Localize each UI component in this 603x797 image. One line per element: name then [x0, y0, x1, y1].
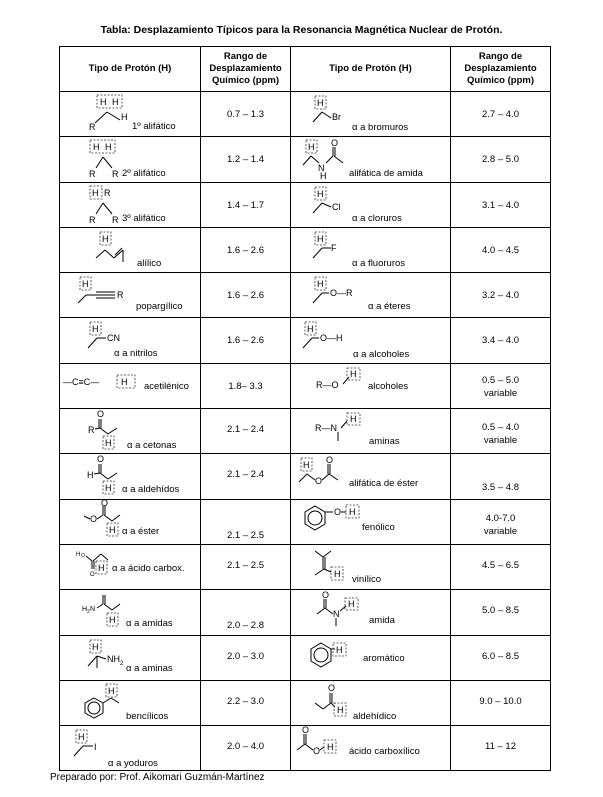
- header-proton-type-right: Tipo de Protón (H): [291, 47, 451, 92]
- svg-text:H: H: [317, 188, 324, 199]
- svg-text:R: R: [112, 169, 119, 180]
- svg-text:H: H: [308, 142, 315, 153]
- svg-text:H: H: [121, 112, 128, 122]
- structure-carboxylic-acid: [291, 726, 451, 771]
- svg-text:H: H: [100, 97, 107, 107]
- right-range: 11 – 12: [451, 726, 551, 771]
- svg-text:H: H: [105, 142, 112, 153]
- left-range: 0.7 – 1.3: [201, 92, 291, 137]
- svg-text:H: H: [334, 568, 341, 579]
- svg-text:H: H: [82, 279, 89, 290]
- svg-text:I: I: [94, 742, 97, 753]
- svg-text:H: H: [317, 279, 324, 290]
- svg-text:O: O: [328, 682, 336, 693]
- svg-text:R—O: R—O: [316, 379, 339, 390]
- svg-text:N: N: [318, 163, 325, 174]
- right-range: 6.0 – 8.5: [451, 635, 551, 680]
- svg-text:O: O: [326, 455, 334, 466]
- svg-text:O: O: [331, 138, 339, 149]
- svg-text:O: O: [90, 571, 95, 578]
- structure-alpha-carboxylic-acid: [60, 544, 201, 589]
- right-range: 3.5 – 4.8: [451, 454, 551, 499]
- structure-amide: [291, 590, 451, 635]
- svg-text:H: H: [307, 324, 314, 335]
- table-row: [60, 273, 551, 318]
- svg-text:R: R: [117, 290, 124, 301]
- svg-text:R—N: R—N: [315, 423, 337, 434]
- table-title: Tabla: Desplazamiento Típicos para la Resonancia Magnética Nuclear de Protón.: [100, 24, 503, 36]
- svg-text:H: H: [303, 460, 310, 471]
- structure-secondary-aliphatic: [60, 137, 201, 182]
- left-range: 2.1 – 2.5: [201, 544, 291, 589]
- left-label: alílico: [137, 257, 162, 269]
- structure-vinylic: [291, 544, 451, 589]
- svg-text:NH: NH: [107, 653, 120, 664]
- right-label: α a alcoholes: [353, 349, 410, 361]
- svg-text:O: O: [81, 552, 85, 559]
- structure-alpha-alcohol: [291, 318, 451, 363]
- svg-text:H: H: [349, 506, 356, 517]
- right-range: 2.7 – 4.0: [451, 92, 551, 137]
- svg-text:H: H: [320, 171, 327, 182]
- svg-text:H: H: [92, 641, 99, 652]
- structure-alpha-nitrile: [60, 318, 201, 363]
- structure-alpha-fluoride: [291, 227, 451, 272]
- right-label: alifática de amida: [349, 168, 423, 180]
- left-range: 2.1 – 2.4: [201, 409, 291, 454]
- right-label: α a bromuros: [352, 122, 409, 133]
- svg-text:2: 2: [120, 660, 124, 667]
- table-row: [60, 137, 551, 182]
- svg-text:N: N: [90, 606, 96, 614]
- right-range: 0.5 – 5.0 variable: [451, 363, 551, 408]
- left-label: α a aldehídos: [122, 484, 180, 496]
- left-label: popargílico: [136, 301, 183, 313]
- svg-text:H: H: [82, 606, 88, 614]
- left-range: 1.4 – 1.7: [201, 182, 291, 227]
- svg-text:H: H: [317, 98, 324, 108]
- svg-text:H: H: [109, 615, 116, 626]
- svg-text:O: O: [315, 476, 323, 487]
- svg-text:H: H: [92, 324, 99, 335]
- right-range: 5.0 – 8.5: [451, 590, 551, 635]
- right-label: alifática de éster: [349, 478, 419, 490]
- svg-text:H: H: [78, 732, 85, 743]
- left-range: 1.6 – 2.6: [201, 273, 291, 318]
- table-row: [60, 92, 551, 137]
- table-row: [60, 363, 551, 408]
- right-range: 4.0 – 4.5: [451, 227, 551, 272]
- left-label: 2º alifático: [122, 168, 166, 180]
- svg-text:O: O: [313, 746, 321, 757]
- left-label: α a aminas: [126, 662, 173, 674]
- structure-tertiary-aliphatic: [60, 182, 201, 227]
- structure-ester-aliphatic: [291, 454, 451, 499]
- left-range: 1.6 – 2.6: [201, 227, 291, 272]
- table-row: [60, 544, 551, 589]
- svg-text:R: R: [89, 122, 96, 132]
- table-row: [60, 182, 551, 227]
- structure-alpha-chloride: [291, 182, 451, 227]
- svg-text:R: R: [112, 214, 119, 225]
- table-row: [60, 635, 551, 680]
- table-row: [60, 409, 551, 454]
- footer-credit: Preparado por: Prof. Aikomari Guzmán-Martínez: [50, 772, 265, 783]
- left-range: 1.8– 3.3: [201, 363, 291, 408]
- right-label: fenólico: [362, 521, 395, 533]
- svg-text:O: O: [302, 726, 310, 736]
- svg-text:O: O: [334, 506, 342, 517]
- svg-text:F: F: [331, 242, 337, 253]
- right-range: 3.2 – 4.0: [451, 273, 551, 318]
- structure-alpha-amine: [60, 635, 201, 680]
- structure-amide-aliphatic: [291, 137, 451, 182]
- structure-aldehydic: [291, 680, 451, 725]
- structure-alpha-iodide: [60, 726, 201, 771]
- table-row: [60, 680, 551, 725]
- left-range: 1.6 – 2.6: [201, 318, 291, 363]
- svg-text:R: R: [89, 214, 96, 225]
- right-range: 0.5 – 4.0 variable: [451, 409, 551, 454]
- right-label: vinílico: [352, 573, 382, 585]
- left-label: 3º alifático: [122, 212, 166, 224]
- structure-primary-aliphatic: [60, 92, 201, 137]
- structure-alpha-bromide: [291, 92, 451, 137]
- svg-text:O—H: O—H: [320, 333, 343, 344]
- svg-text:O: O: [101, 499, 109, 508]
- table-row: [60, 499, 551, 544]
- right-label: amida: [369, 615, 395, 627]
- left-range: 2.1 – 2.5: [201, 499, 291, 544]
- right-label: aldehídico: [353, 710, 397, 722]
- svg-text:CN: CN: [107, 333, 120, 344]
- header-range-left: Rango de Desplazamiento Químico (ppm): [201, 47, 291, 92]
- table-row: [60, 227, 551, 272]
- right-range: 4.0-7.0 variable: [451, 499, 551, 544]
- left-label: α a amidas: [126, 618, 173, 630]
- structure-acetylenic: [60, 363, 201, 408]
- right-range: 2.8 – 5.0: [451, 137, 551, 182]
- structure-alpha-aldehyde: [60, 454, 201, 499]
- right-range: 3.1 – 4.0: [451, 182, 551, 227]
- svg-text:H: H: [337, 704, 344, 715]
- structure-phenolic: [291, 499, 451, 544]
- table-row: [60, 318, 551, 363]
- left-label: bencílicos: [126, 710, 169, 722]
- svg-text:O: O: [322, 590, 330, 601]
- left-label: α a yoduros: [108, 758, 158, 770]
- svg-text:H: H: [348, 599, 355, 610]
- svg-text:H: H: [93, 142, 100, 153]
- svg-text:O—R: O—R: [330, 288, 353, 299]
- svg-text:O: O: [97, 454, 105, 465]
- right-range: 4.5 – 6.5: [451, 544, 551, 589]
- svg-text:2: 2: [87, 609, 90, 616]
- right-label: ácido carboxílico: [349, 746, 420, 758]
- svg-text:H: H: [76, 551, 81, 558]
- svg-text:H: H: [112, 97, 119, 107]
- svg-text:H: H: [327, 742, 334, 753]
- svg-text:R: R: [104, 187, 111, 198]
- left-label: α a cetonas: [127, 440, 177, 452]
- right-label: aminas: [369, 436, 400, 448]
- right-label: alcoholes: [368, 380, 409, 392]
- structure-alpha-ester: [60, 499, 201, 544]
- right-range: 9.0 – 10.0: [451, 680, 551, 725]
- svg-text:Br: Br: [332, 112, 341, 122]
- structure-allylic: [60, 227, 201, 272]
- svg-text:Cl: Cl: [332, 201, 341, 212]
- right-label: α a éteres: [368, 301, 411, 313]
- svg-text:R: R: [89, 169, 96, 180]
- svg-text:H: H: [317, 233, 324, 244]
- svg-text:R: R: [88, 425, 95, 436]
- structure-alpha-amide: [60, 590, 201, 635]
- svg-text:H: H: [121, 376, 128, 387]
- left-range: 2.0 – 4.0: [201, 726, 291, 771]
- table-row: [60, 726, 551, 771]
- left-range: 2.2 – 3.0: [201, 680, 291, 725]
- structure-propargylic: [60, 273, 201, 318]
- svg-text:H: H: [105, 438, 112, 449]
- svg-text:O: O: [90, 513, 98, 524]
- header-range-right: Rango de Desplazamiento Químico (ppm): [451, 47, 551, 92]
- structure-alpha-ketone: [60, 409, 201, 454]
- svg-text:H: H: [105, 483, 112, 494]
- structure-amine: [291, 409, 451, 454]
- svg-text:O: O: [97, 409, 105, 420]
- left-label: α a éster: [122, 525, 160, 537]
- left-label: α a nitrilos: [114, 348, 158, 360]
- header-proton-type-left: Tipo de Protón (H): [60, 47, 201, 92]
- svg-text:H: H: [350, 414, 357, 425]
- nmr-shift-table: [59, 46, 551, 771]
- left-range: 2.0 – 3.0: [201, 635, 291, 680]
- left-range: 1.2 – 1.4: [201, 137, 291, 182]
- right-label: aromático: [363, 652, 405, 664]
- left-label: acetilénico: [144, 380, 189, 392]
- left-label: α a ácido carbox.: [112, 562, 185, 574]
- structure-benzylic: [60, 680, 201, 725]
- structure-aromatic: [291, 635, 451, 680]
- left-range: 2.1 – 2.4: [201, 454, 291, 499]
- svg-text:N: N: [333, 609, 340, 620]
- svg-text:H: H: [98, 562, 105, 573]
- svg-text:H: H: [87, 470, 94, 481]
- right-label: α a cloruros: [352, 212, 402, 224]
- table-row: [60, 454, 551, 499]
- right-label: α a fluoruros: [352, 257, 406, 269]
- left-label: 1º alifático: [132, 121, 176, 132]
- svg-text:H: H: [109, 524, 116, 535]
- svg-text:H: H: [102, 233, 109, 244]
- structure-alcohol: [291, 363, 451, 408]
- svg-text:H: H: [92, 187, 99, 198]
- table-row: [60, 590, 551, 635]
- svg-text:H: H: [336, 644, 343, 655]
- svg-text:—C≡C—: —C≡C—: [63, 376, 100, 387]
- right-range: 3.4 – 4.0: [451, 318, 551, 363]
- structure-alpha-ether: [291, 273, 451, 318]
- svg-text:H: H: [108, 685, 115, 696]
- svg-text:H: H: [350, 368, 357, 379]
- left-range: 2.0 – 2.8: [201, 590, 291, 635]
